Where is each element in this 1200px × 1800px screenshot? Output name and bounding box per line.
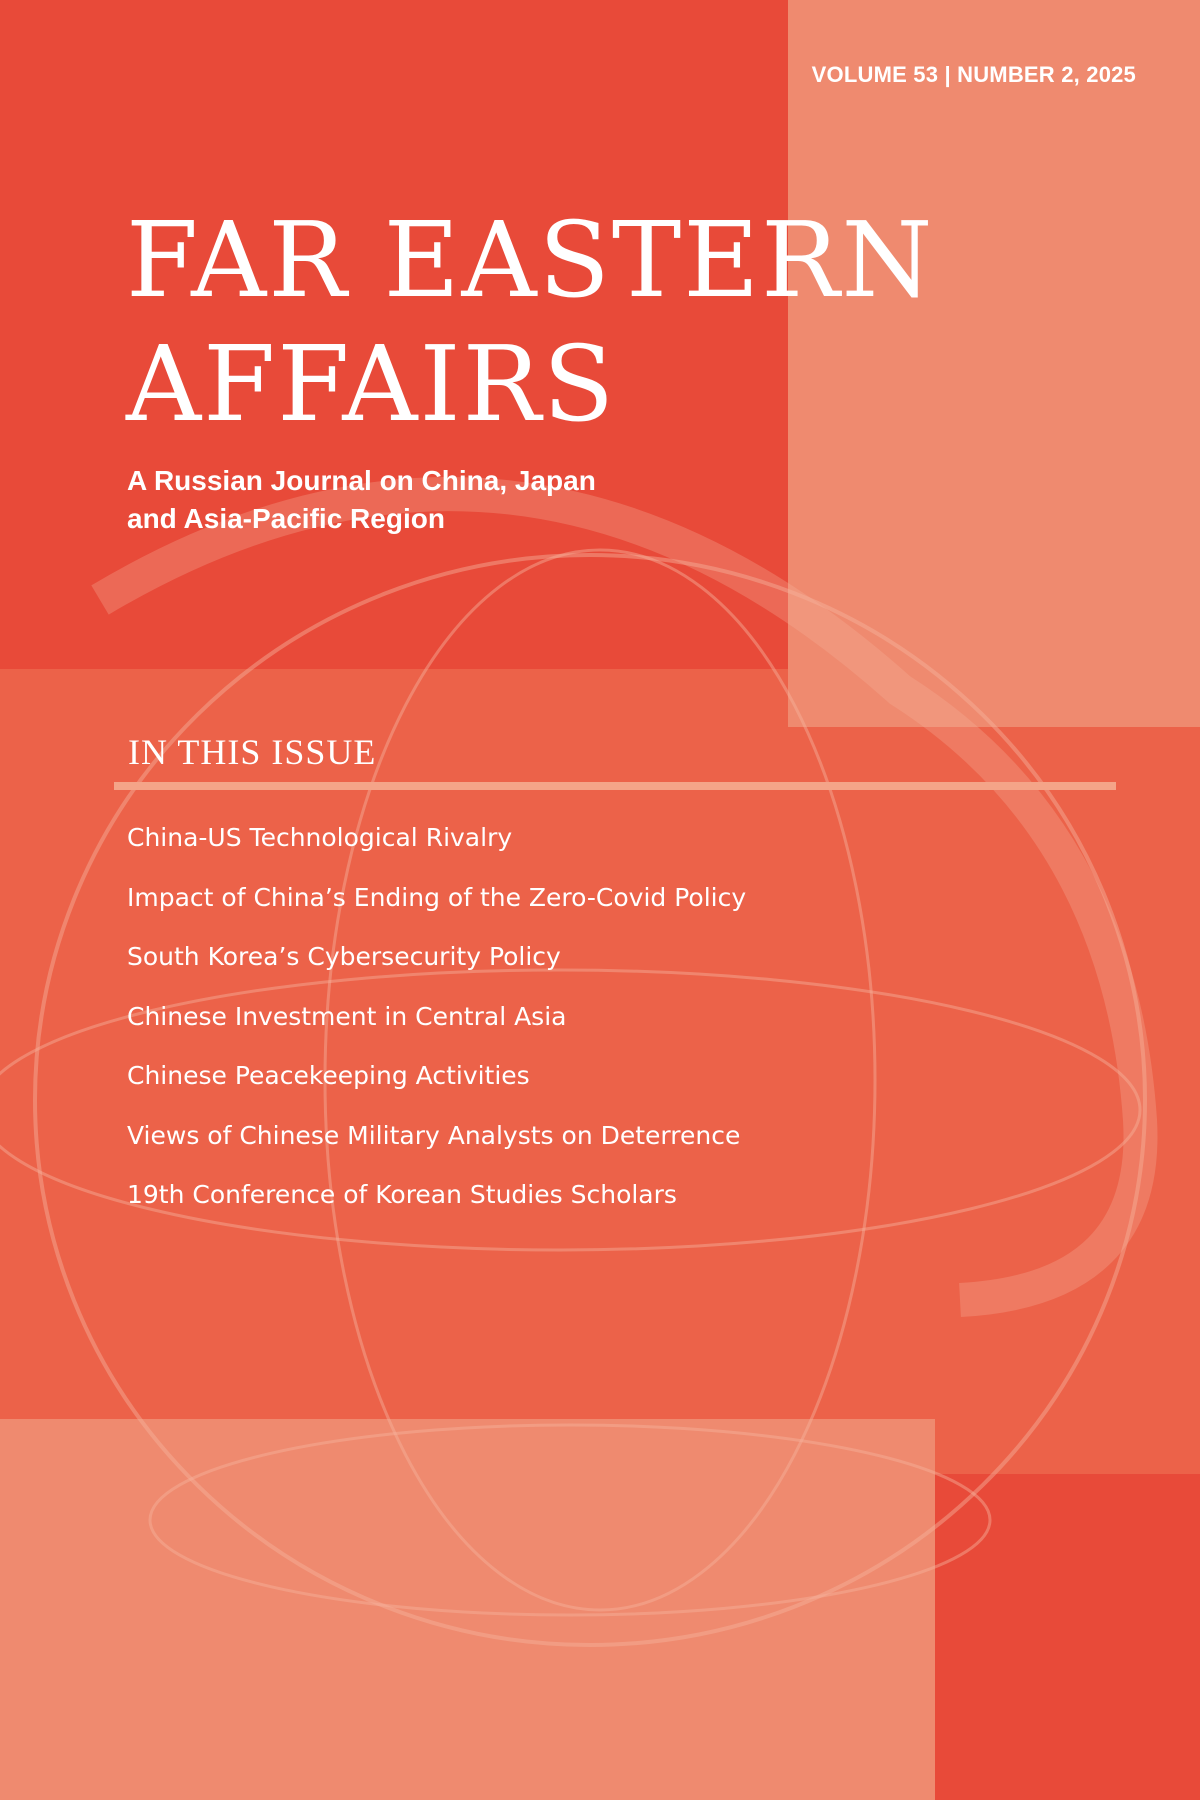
journal-title-line-2: AFFAIRS (126, 323, 617, 445)
journal-subtitle-line-2: and Asia-Pacific Region (127, 503, 445, 534)
journal-subtitle (127, 462, 596, 538)
article-title: Views of Chinese Military Analysts on Deterrence (127, 1120, 741, 1150)
article-list (127, 816, 746, 1233)
article-title: Chinese Peacekeeping Activities (127, 1061, 530, 1090)
volume-number-label: VOLUME 53 | NUMBER 2, 2025 (811, 62, 1136, 87)
article-title: 19th Conference of Korean Studies Scholars (127, 1180, 677, 1209)
article-title: Impact of China’s Ending of the Zero-Covid Policy (127, 882, 747, 912)
article-title: Chinese Investment in Central Asia (127, 1001, 567, 1031)
article-title: South Korea’s Cybersecurity Policy (127, 942, 561, 971)
article-title: China-US Technological Rivalry (127, 823, 513, 852)
journal-subtitle-line-1: A Russian Journal on China, Japan (127, 465, 596, 496)
journal-title-line-1: FAR EASTERN (126, 199, 935, 321)
heading-divider (114, 782, 1116, 790)
journal-title (126, 198, 934, 446)
in-this-issue-heading: IN THIS ISSUE (128, 732, 377, 772)
globe-lower-parallel (150, 1425, 990, 1615)
